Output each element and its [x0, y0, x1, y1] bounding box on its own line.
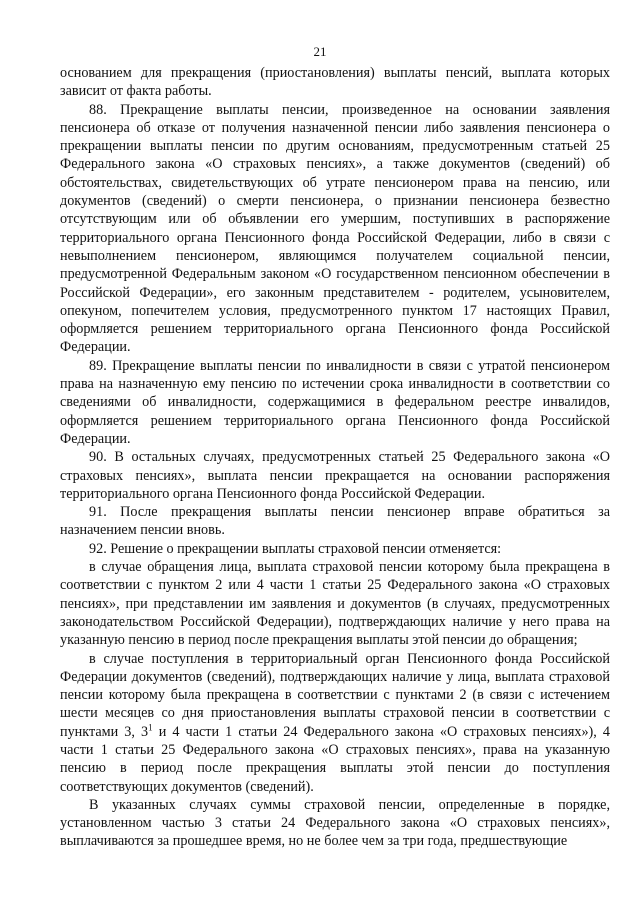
paragraph-90: 90. В остальных случаях, предусмотренных статьей 25 Федерального закона «О страховых пенсиях», выплата пенсии прекращается на основании распоряжения территориального органа Пенсионного фонда Российской Федерации.: [60, 449, 610, 502]
document-body: [60, 64, 610, 851]
paragraph-92: 92. Решение о прекращении выплаты страховой пенсии отменяется:: [89, 540, 502, 557]
paragraph-92-final: В указанных случаях суммы страховой пенсии, определенные в порядке, установленном частью 3 статьи 24 Федерального закона «О страховых пенсиях», выплачиваются за прошедшее время, но не более чем за три года, предшествующие: [60, 796, 610, 850]
page-number: 21: [313, 44, 327, 59]
superscript-index: 1: [148, 721, 153, 732]
paragraph-92-case-2: [60, 650, 610, 796]
paragraph-92-case-1: в случае обращения лица, выплата страховой пенсии которому была прекращена в соответствии с пунктом 2 или 4 части 1 статьи 25 Федерального закона «О страховых пенсиях», при представлении им заявления и документов (в случаях, предусмотренных законодательством Российской Федерации), подтверждающих наличие у него права на указанную пенсию в период после прекращения выплаты этой пенсии до обращения;: [60, 559, 610, 649]
case-2-text-start: в случае поступления в территориальный орган Пенсионного фонда Российской Федерации документов (сведений), подтверждающих наличие у лица, выплата страховой пенсии которому была прекращена в соответствии с пунктами 2 (в связи с истечением шести месяцев со дня приостановления выплаты страховой пенсии в соответствии с пунктами 3, 3: [60, 650, 610, 740]
paragraph-91: 91. После прекращения выплаты пенсии пенсионер вправе обратиться за назначением пенсии вновь.: [60, 504, 610, 539]
paragraph-continuation: основанием для прекращения (приостановления) выплаты пенсий, выплата которых зависит от факта работы.: [60, 65, 610, 100]
paragraph-88: 88. Прекращение выплаты пенсии, произведенное на основании заявления пенсионера об отказе от получения назначенной пенсии либо заявления пенсионера о прекращении выплаты пенсии по другим основаниям, предусмотренным статьей 25 Федерального закона «О страховых пенсиях», а также документов (сведений) об обстоятельствах, свидетельствующих об утрате пенсионером права на пенсию, или документов (сведений) о смерти пенсионера, о признании пенсионера безвестно отсутствующим или об объявлении его умершим, поступивших в распоряжение территориального органа Пенсионного фонда Российской Федерации, либо в связи с невыполнением пенсионером, являющимся получателем социальной пенсии, предусмотренной Федеральным законом «О государственном пенсионном обеспечении в Российской Федерации», его законным представителем - родителем, усыновителем, опекуном, попечителем условия, предусмотренного пунктом 17 настоящих Правил, оформляется решением территориального органа Пенсионного фонда Российской Федерации.: [60, 101, 610, 356]
paragraph-89: 89. Прекращение выплаты пенсии по инвалидности в связи с утратой пенсионером права на назначенную ему пенсию по истечении срока инвалидности в соответствии со сведениями об инвалидности, содержащимися в федеральном реестре инвалидов, оформляется решением территориального органа Пенсионного фонда Российской Федерации.: [60, 357, 610, 447]
case-2-text-end: и 4 части 1 статьи 24 Федерального закона «О страховых пенсиях»), 4 части 1 статьи 25 Федерального закона «О страховых пенсиях», права на указанную пенсию в период после прекращения выплаты этой пенсии до поступления соответствующих документов (сведений).: [60, 723, 610, 795]
